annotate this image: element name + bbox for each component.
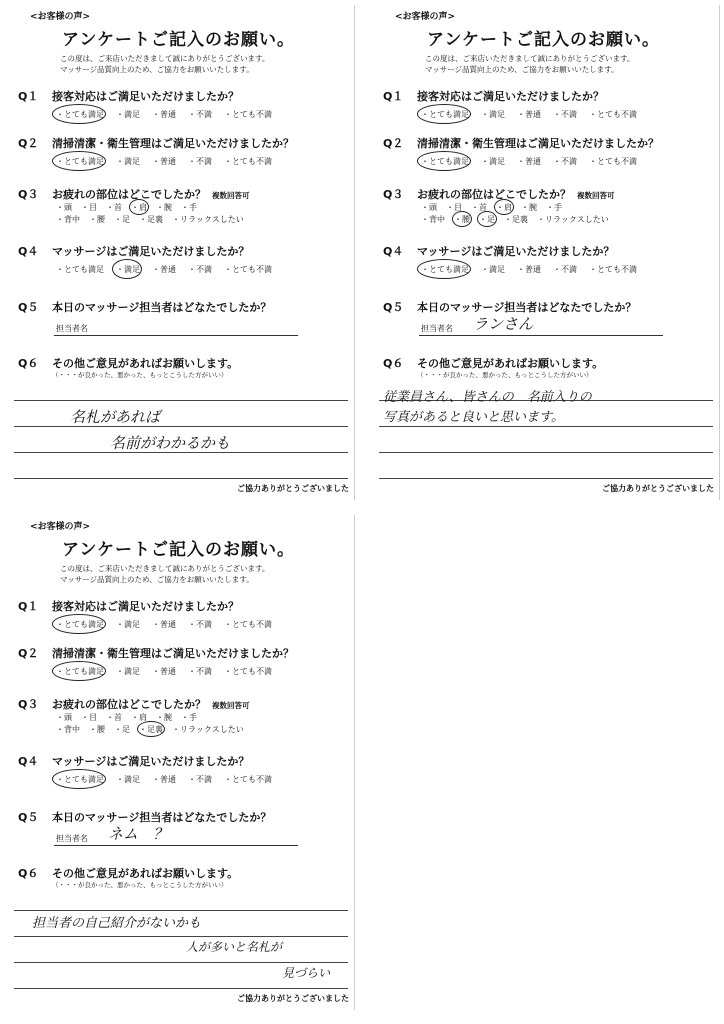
q2-option[interactable]: ・満足	[481, 157, 505, 166]
selection-circle	[452, 211, 472, 227]
q2-options[interactable]	[56, 156, 284, 167]
question-3: Q３ お疲れの部位はどこでしたか？ 複数回答可 ・頭 ・目 ・首 ・肩 ・腕 ・手 ・背中 ・腰 ・足 ・足裏 ・リラックスしたい	[18, 696, 348, 744]
body-part-option[interactable]: ・リラックスしたい	[172, 215, 244, 224]
q1-options[interactable]	[56, 619, 284, 630]
q1-option[interactable]: ・普通	[152, 620, 176, 629]
q1-option[interactable]: ・とても満足	[421, 109, 469, 120]
body-part-option[interactable]: ・腕	[521, 203, 537, 212]
q2-option[interactable]: ・普通	[152, 667, 176, 676]
q2-options[interactable]	[56, 666, 284, 677]
body-part-option[interactable]: ・目	[81, 713, 97, 722]
q4-option[interactable]: ・不満	[188, 265, 212, 274]
q4-option[interactable]: ・普通	[517, 265, 541, 274]
survey-card-3	[0, 515, 355, 1010]
q1-option[interactable]: ・とても満足	[56, 109, 104, 120]
q2-option[interactable]: ・不満	[188, 667, 212, 676]
selection-circle	[417, 151, 471, 171]
q2-option[interactable]: ・不満	[553, 157, 577, 166]
q4-option[interactable]: ・とても満足	[56, 774, 104, 785]
question-2: Q２ 清掃清潔・衛生管理はご満足いただけましたか？ ・とても満足 ・満足 ・普通 ・不満 ・とても不満	[383, 135, 713, 175]
question-4: Q４ マッサージはご満足いただけましたか？ ・とても満足 ・満足 ・普通 ・不満 ・とても不満	[18, 243, 348, 283]
body-part-option[interactable]: ・足裏	[139, 215, 163, 224]
selection-circle	[477, 211, 497, 227]
selection-circle	[129, 199, 149, 215]
q3-body-parts[interactable]	[421, 202, 618, 226]
body-part-option[interactable]: ・足	[479, 214, 495, 225]
question-6: Q６ その他ご意見があればお願いします。 （・・・が良かった、悪かった、もっとこうした方がいい）	[18, 357, 239, 379]
question-5-text: 本日のマッサージ担当者はどなたでしたか？	[417, 301, 637, 314]
question-1-text: 接客対応はご満足いただけましたか？	[52, 600, 239, 613]
body-part-option[interactable]: ・肩	[496, 202, 512, 213]
question-6: Q６ その他ご意見があればお願いします。 （・・・が良かった、悪かった、もっとこうした方がいい）	[18, 867, 239, 889]
body-part-option[interactable]: ・リラックスしたい	[537, 215, 609, 224]
q2-option[interactable]: ・満足	[116, 667, 140, 676]
question-4-text: マッサージはご満足いただけましたか？	[417, 245, 615, 258]
body-part-option[interactable]: ・頭	[56, 203, 72, 212]
body-part-option[interactable]: ・背中	[56, 215, 80, 224]
q1-option[interactable]: ・不満	[188, 620, 212, 629]
staff-name-value[interactable]: ネム ？	[108, 825, 169, 843]
question-4: Q４ マッサージはご満足いただけましたか？ ・とても満足 ・満足 ・普通 ・不満 ・とても不満	[18, 753, 348, 793]
q4-option[interactable]: ・とても満足	[56, 265, 104, 274]
selection-circle	[52, 769, 106, 789]
comment-line-1: 従業員さん、皆さんの 名前入りの	[383, 390, 592, 405]
q1-option[interactable]: ・満足	[116, 110, 140, 119]
question-3-text: お疲れの部位はどこでしたか？	[52, 188, 206, 201]
comment-line-2: 名前がわかるかも	[110, 434, 231, 452]
question-3-note: 複数回答可	[212, 701, 250, 710]
comment-line-1: 名札があれば	[70, 408, 161, 426]
question-6-text: その他ご意見があればお願いします。	[52, 867, 239, 880]
body-part-option[interactable]: ・腕	[156, 203, 172, 212]
q3-body-parts[interactable]	[56, 202, 253, 226]
selection-circle	[52, 661, 106, 681]
body-part-option[interactable]: ・腰	[89, 215, 105, 224]
card-title: アンケートご記入のお願い。	[62, 540, 295, 560]
q2-option[interactable]: ・とても不満	[589, 157, 637, 166]
q1-option[interactable]: ・普通	[152, 110, 176, 119]
selection-circle	[417, 259, 471, 279]
question-5-text: 本日のマッサージ担当者はどなたでしたか？	[52, 301, 272, 314]
body-part-option[interactable]: ・腰	[454, 214, 470, 225]
selection-circle	[137, 721, 165, 737]
q2-option[interactable]: ・とても満足	[421, 156, 469, 167]
q1-options[interactable]	[421, 109, 649, 120]
comment-line-2: 写真があると良いと思います。	[383, 410, 564, 425]
selection-circle	[494, 199, 514, 215]
staff-label: 担当者名	[421, 324, 453, 333]
body-part-option[interactable]: ・足	[114, 725, 130, 734]
q1-option[interactable]: ・とても不満	[224, 620, 272, 629]
q1-options[interactable]	[56, 109, 284, 120]
q1-option[interactable]: ・普通	[517, 110, 541, 119]
q4-options[interactable]	[56, 774, 284, 785]
q2-option[interactable]: ・とても満足	[56, 666, 104, 677]
question-2: Q２ 清掃清潔・衛生管理はご満足いただけましたか？ ・とても満足 ・満足 ・普通 ・不満 ・とても不満	[18, 645, 348, 685]
q2-option[interactable]: ・普通	[152, 157, 176, 166]
q2-options[interactable]	[421, 156, 649, 167]
body-part-option[interactable]: ・首	[106, 713, 122, 722]
thanks-text: ご協力ありがとうございました	[237, 994, 349, 1003]
question-5: Q５ 本日のマッサージ担当者はどなたでしたか？ 担当者名 ネム ？	[18, 809, 348, 849]
body-part-option[interactable]: ・リラックスしたい	[172, 725, 244, 734]
card-intro: この度は、ご来店いただきまして誠にありがとうございます。 マッサージ品質向上のため、ご協力をお願いいたします。	[60, 54, 270, 74]
body-part-option[interactable]: ・腕	[156, 713, 172, 722]
body-part-option[interactable]: ・肩	[131, 713, 147, 722]
body-part-option[interactable]: ・頭	[56, 713, 72, 722]
card-intro: この度は、ご来店いただきまして誠にありがとうございます。 マッサージ品質向上のため、ご協力をお願いいたします。	[60, 564, 270, 584]
body-part-option[interactable]: ・背中	[56, 725, 80, 734]
question-3: Q３ お疲れの部位はどこでしたか？ 複数回答可 ・頭 ・目 ・首 ・肩 ・腕 ・手 ・背中 ・腰 ・足 ・足裏 ・リラックスしたい	[383, 186, 713, 234]
body-part-option[interactable]: ・足	[114, 215, 130, 224]
question-3-text: お疲れの部位はどこでしたか？	[417, 188, 571, 201]
q2-option[interactable]: ・とても不満	[224, 157, 272, 166]
q1-option[interactable]: ・満足	[481, 110, 505, 119]
q1-option[interactable]: ・不満	[553, 110, 577, 119]
question-1: Q１ 接客対応はご満足いただけましたか？ ・とても満足 ・満足 ・普通 ・不満 ・とても不満	[383, 88, 713, 128]
comment-line-3: 見づらい	[282, 966, 331, 980]
question-6: Q６ その他ご意見があればお願いします。 （・・・が良かった、悪かった、もっとこうした方がいい）	[383, 357, 604, 379]
card-intro: この度は、ご来店いただきまして誠にありがとうございます。 マッサージ品質向上のため、ご協力をお願いいたします。	[425, 54, 635, 74]
comment-line-2: 人が多いと名札が	[186, 940, 283, 954]
selection-circle	[112, 259, 142, 279]
card-title: アンケートご記入のお願い。	[427, 30, 660, 50]
question-3-note: 複数回答可	[212, 191, 250, 200]
body-part-option[interactable]: ・肩	[131, 202, 147, 213]
q3-body-parts[interactable]	[56, 712, 253, 736]
q2-option[interactable]: ・不満	[188, 157, 212, 166]
body-part-option[interactable]: ・足裏	[504, 215, 528, 224]
q4-option[interactable]: ・不満	[188, 775, 212, 784]
body-part-option[interactable]: ・腰	[89, 725, 105, 734]
question-6-text: その他ご意見があればお願いします。	[417, 357, 604, 370]
question-4-text: マッサージはご満足いただけましたか？	[52, 245, 250, 258]
q1-option[interactable]: ・とても不満	[589, 110, 637, 119]
question-6-note: （・・・が良かった、悪かった、もっとこうした方がいい）	[52, 371, 228, 379]
body-part-option[interactable]: ・目	[446, 203, 462, 212]
body-part-option[interactable]: ・手	[546, 203, 562, 212]
selection-circle	[417, 104, 471, 124]
question-5-text: 本日のマッサージ担当者はどなたでしたか？	[52, 811, 272, 824]
survey-card-1	[0, 5, 355, 500]
question-2: Q２ 清掃清潔・衛生管理はご満足いただけましたか？ ・とても満足 ・満足 ・普通 ・不満 ・とても不満	[18, 135, 348, 175]
q1-option[interactable]: ・とても不満	[224, 110, 272, 119]
survey-card-2	[365, 5, 720, 500]
q1-option[interactable]: ・満足	[116, 620, 140, 629]
body-part-option[interactable]: ・目	[81, 203, 97, 212]
selection-circle	[52, 151, 106, 171]
question-1: Q１ 接客対応はご満足いただけましたか？ ・とても満足 ・満足 ・普通 ・不満 ・とても不満	[18, 598, 348, 638]
thanks-text: ご協力ありがとうございました	[237, 484, 349, 493]
q4-options[interactable]	[421, 264, 649, 275]
q2-option[interactable]: ・満足	[116, 157, 140, 166]
card-header: <お客様の声>	[30, 522, 91, 532]
body-part-option[interactable]: ・背中	[421, 215, 445, 224]
q4-option[interactable]: ・普通	[152, 775, 176, 784]
q4-option[interactable]: ・とても満足	[421, 264, 469, 275]
q4-option[interactable]: ・満足	[116, 775, 140, 784]
q4-option[interactable]: ・満足	[116, 264, 140, 275]
q2-option[interactable]: ・とても満足	[56, 156, 104, 167]
q4-option[interactable]: ・とても不満	[224, 265, 272, 274]
question-5: Q５ 本日のマッサージ担当者はどなたでしたか？ 担当者名 ランさん	[383, 299, 713, 339]
thanks-text: ご協力ありがとうございました	[602, 484, 714, 493]
q1-option[interactable]: ・とても満足	[56, 619, 104, 630]
card-title: アンケートご記入のお願い。	[62, 30, 295, 50]
body-part-option[interactable]: ・頭	[421, 203, 437, 212]
q4-option[interactable]: ・とても不満	[224, 775, 272, 784]
staff-name-value[interactable]: ランさん	[473, 315, 534, 333]
q4-options[interactable]	[56, 264, 284, 275]
question-4-text: マッサージはご満足いただけましたか？	[52, 755, 250, 768]
card-header: <お客様の声>	[395, 12, 456, 22]
body-part-option[interactable]: ・足裏	[139, 724, 163, 735]
selection-circle	[52, 614, 106, 634]
question-2-text: 清掃清潔・衛生管理はご満足いただけましたか？	[417, 137, 659, 150]
staff-label: 担当者名	[56, 324, 88, 333]
body-part-option[interactable]: ・手	[181, 203, 197, 212]
body-part-option[interactable]: ・首	[106, 203, 122, 212]
body-part-option[interactable]: ・手	[181, 713, 197, 722]
q4-option[interactable]: ・普通	[152, 265, 176, 274]
question-1-text: 接客対応はご満足いただけましたか？	[417, 90, 604, 103]
comment-line-1: 担当者の自己紹介がないかも	[32, 916, 202, 931]
q1-option[interactable]: ・不満	[188, 110, 212, 119]
question-2-text: 清掃清潔・衛生管理はご満足いただけましたか？	[52, 137, 294, 150]
question-2-text: 清掃清潔・衛生管理はご満足いただけましたか？	[52, 647, 294, 660]
selection-circle	[52, 104, 106, 124]
q4-option[interactable]: ・不満	[553, 265, 577, 274]
question-5: Q５ 本日のマッサージ担当者はどなたでしたか？ 担当者名	[18, 299, 348, 339]
q4-option[interactable]: ・とても不満	[589, 265, 637, 274]
q4-option[interactable]: ・満足	[481, 265, 505, 274]
question-6-text: その他ご意見があればお願いします。	[52, 357, 239, 370]
q2-option[interactable]: ・とても不満	[224, 667, 272, 676]
question-3: Q３ お疲れの部位はどこでしたか？ 複数回答可 ・頭 ・目 ・首 ・肩 ・腕 ・手 ・背中 ・腰 ・足 ・足裏 ・リラックスしたい	[18, 186, 348, 234]
question-3-text: お疲れの部位はどこでしたか？	[52, 698, 206, 711]
question-1: Q１ 接客対応はご満足いただけましたか？ ・とても満足 ・満足 ・普通 ・不満 ・とても不満	[18, 88, 348, 128]
question-6-note: （・・・が良かった、悪かった、もっとこうした方がいい）	[52, 881, 228, 889]
question-3-note: 複数回答可	[577, 191, 615, 200]
question-4: Q４ マッサージはご満足いただけましたか？ ・とても満足 ・満足 ・普通 ・不満 ・とても不満	[383, 243, 713, 283]
question-1-text: 接客対応はご満足いただけましたか？	[52, 90, 239, 103]
card-header: <お客様の声>	[30, 12, 91, 22]
q2-option[interactable]: ・普通	[517, 157, 541, 166]
body-part-option[interactable]: ・首	[471, 203, 487, 212]
question-6-note: （・・・が良かった、悪かった、もっとこうした方がいい）	[417, 371, 593, 379]
staff-label: 担当者名	[56, 834, 88, 843]
